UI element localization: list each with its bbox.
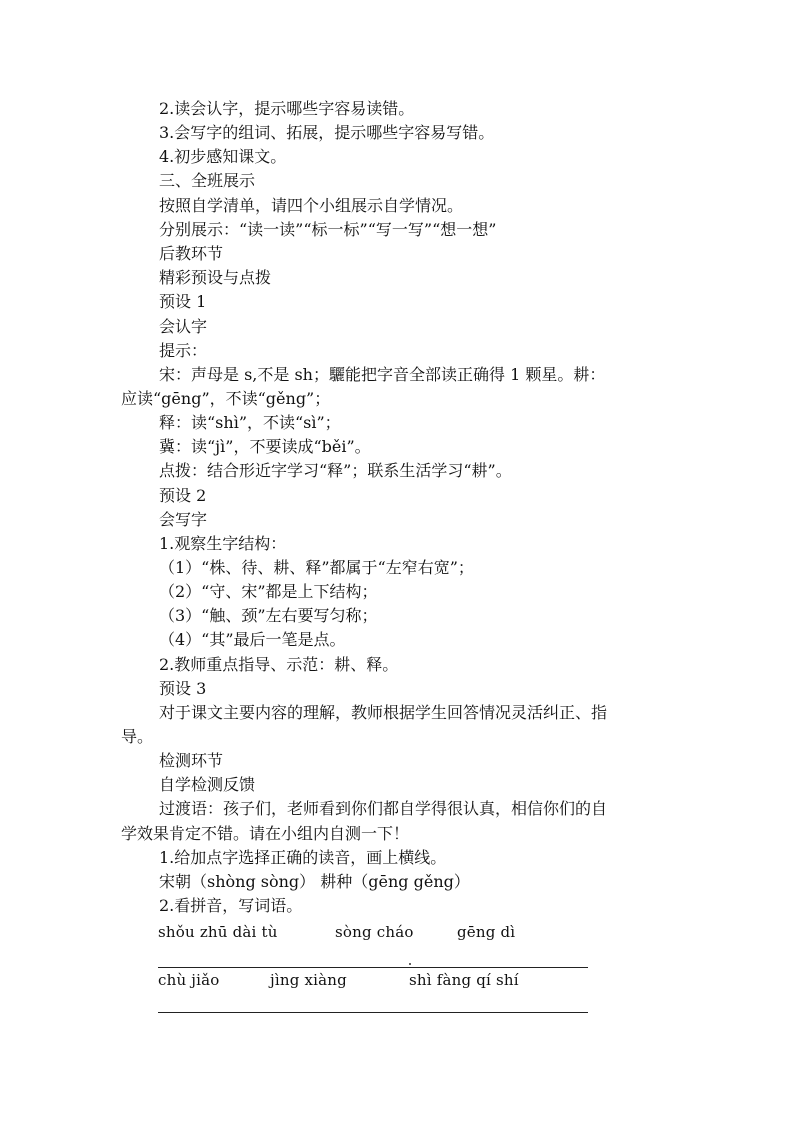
- text-line: 对于课文主要内容的理解，教师根据学生回答情况灵活纠正、指: [159, 703, 608, 722]
- text-line: 2.看拼音，写词语。: [159, 896, 303, 915]
- text-line: 4.初步感知课文。: [159, 147, 287, 166]
- exercise-line: 宋朝（shòng sòng） 耕种（gēng gěng）: [159, 872, 470, 891]
- text-line: 过渡语：孩子们，老师看到你们都自学得很认真，相信你们的自: [159, 799, 608, 818]
- text-line: 1.给加点字选择正确的读音，画上横线。: [159, 848, 447, 867]
- subheading: 预设 2: [159, 486, 207, 505]
- subheading: 预设 1: [159, 292, 207, 311]
- text-line: 2.读会认字，提示哪些字容易读错。: [159, 99, 415, 118]
- pinyin-item: sòng cháo: [335, 923, 414, 941]
- pinyin-item: gēng dì: [457, 923, 516, 941]
- text-line: 3.会写字的组词、拓展，提示哪些字容易写错。: [159, 123, 495, 142]
- text-line: 学效果肯定不错。请在小组内自测一下！: [121, 824, 410, 843]
- text-line: 应读“gēng”，不读“gěng”；: [121, 389, 331, 408]
- text-line: 导。: [121, 727, 154, 746]
- section-heading: 检测环节: [159, 751, 224, 770]
- pinyin-item: jìng xiàng: [270, 971, 347, 989]
- section-heading: 精彩预设与点拨: [159, 268, 272, 287]
- text-line: 宋：声母是 s,不是 sh；驪能把字音全部读正确得 1 颗星。耕：: [159, 365, 606, 384]
- dot-mark: [409, 963, 411, 965]
- subheading: 会写字: [159, 510, 208, 529]
- text-line: （2）“守、宋”都是上下结构；: [159, 582, 378, 601]
- text-line: 分别展示：“读一读”“标一标”“写一写”“想一想”: [159, 220, 497, 239]
- text-line: 释：读“shì”，不读“sì”；: [159, 413, 341, 432]
- section-heading: 三、全班展示: [159, 171, 256, 190]
- text-line: 冀：读“jì”，不要读成“běi”。: [159, 437, 371, 456]
- section-heading: 自学检测反馈: [159, 775, 256, 794]
- pinyin-item: chù jiǎo: [158, 971, 220, 989]
- pinyin-item: shì fàng qí shí: [409, 971, 519, 989]
- text-line: （4）“其”最后一笔是点。: [159, 630, 346, 649]
- text-line: 1.观察生字结构：: [159, 534, 287, 553]
- text-line: 提示：: [159, 341, 208, 360]
- section-heading: 后教环节: [159, 244, 224, 263]
- subheading: 预设 3: [159, 679, 207, 698]
- answer-line: [158, 1012, 588, 1013]
- text-line: 按照自学清单，请四个小组展示自学情况。: [159, 196, 464, 215]
- text-line: （3）“触、颈”左右要写匀称；: [159, 606, 378, 625]
- answer-line: [158, 967, 588, 968]
- text-line: （1）“株、待、耕、释”都属于“左窄右宽”；: [159, 558, 474, 577]
- text-line: 2.教师重点指导、示范：耕、释。: [159, 655, 399, 674]
- subheading: 会认字: [159, 317, 208, 336]
- text-line: 点拨：结合形近字学习“释”；联系生活学习“耕”。: [159, 461, 512, 480]
- pinyin-item: shǒu zhū dài tù: [158, 923, 278, 941]
